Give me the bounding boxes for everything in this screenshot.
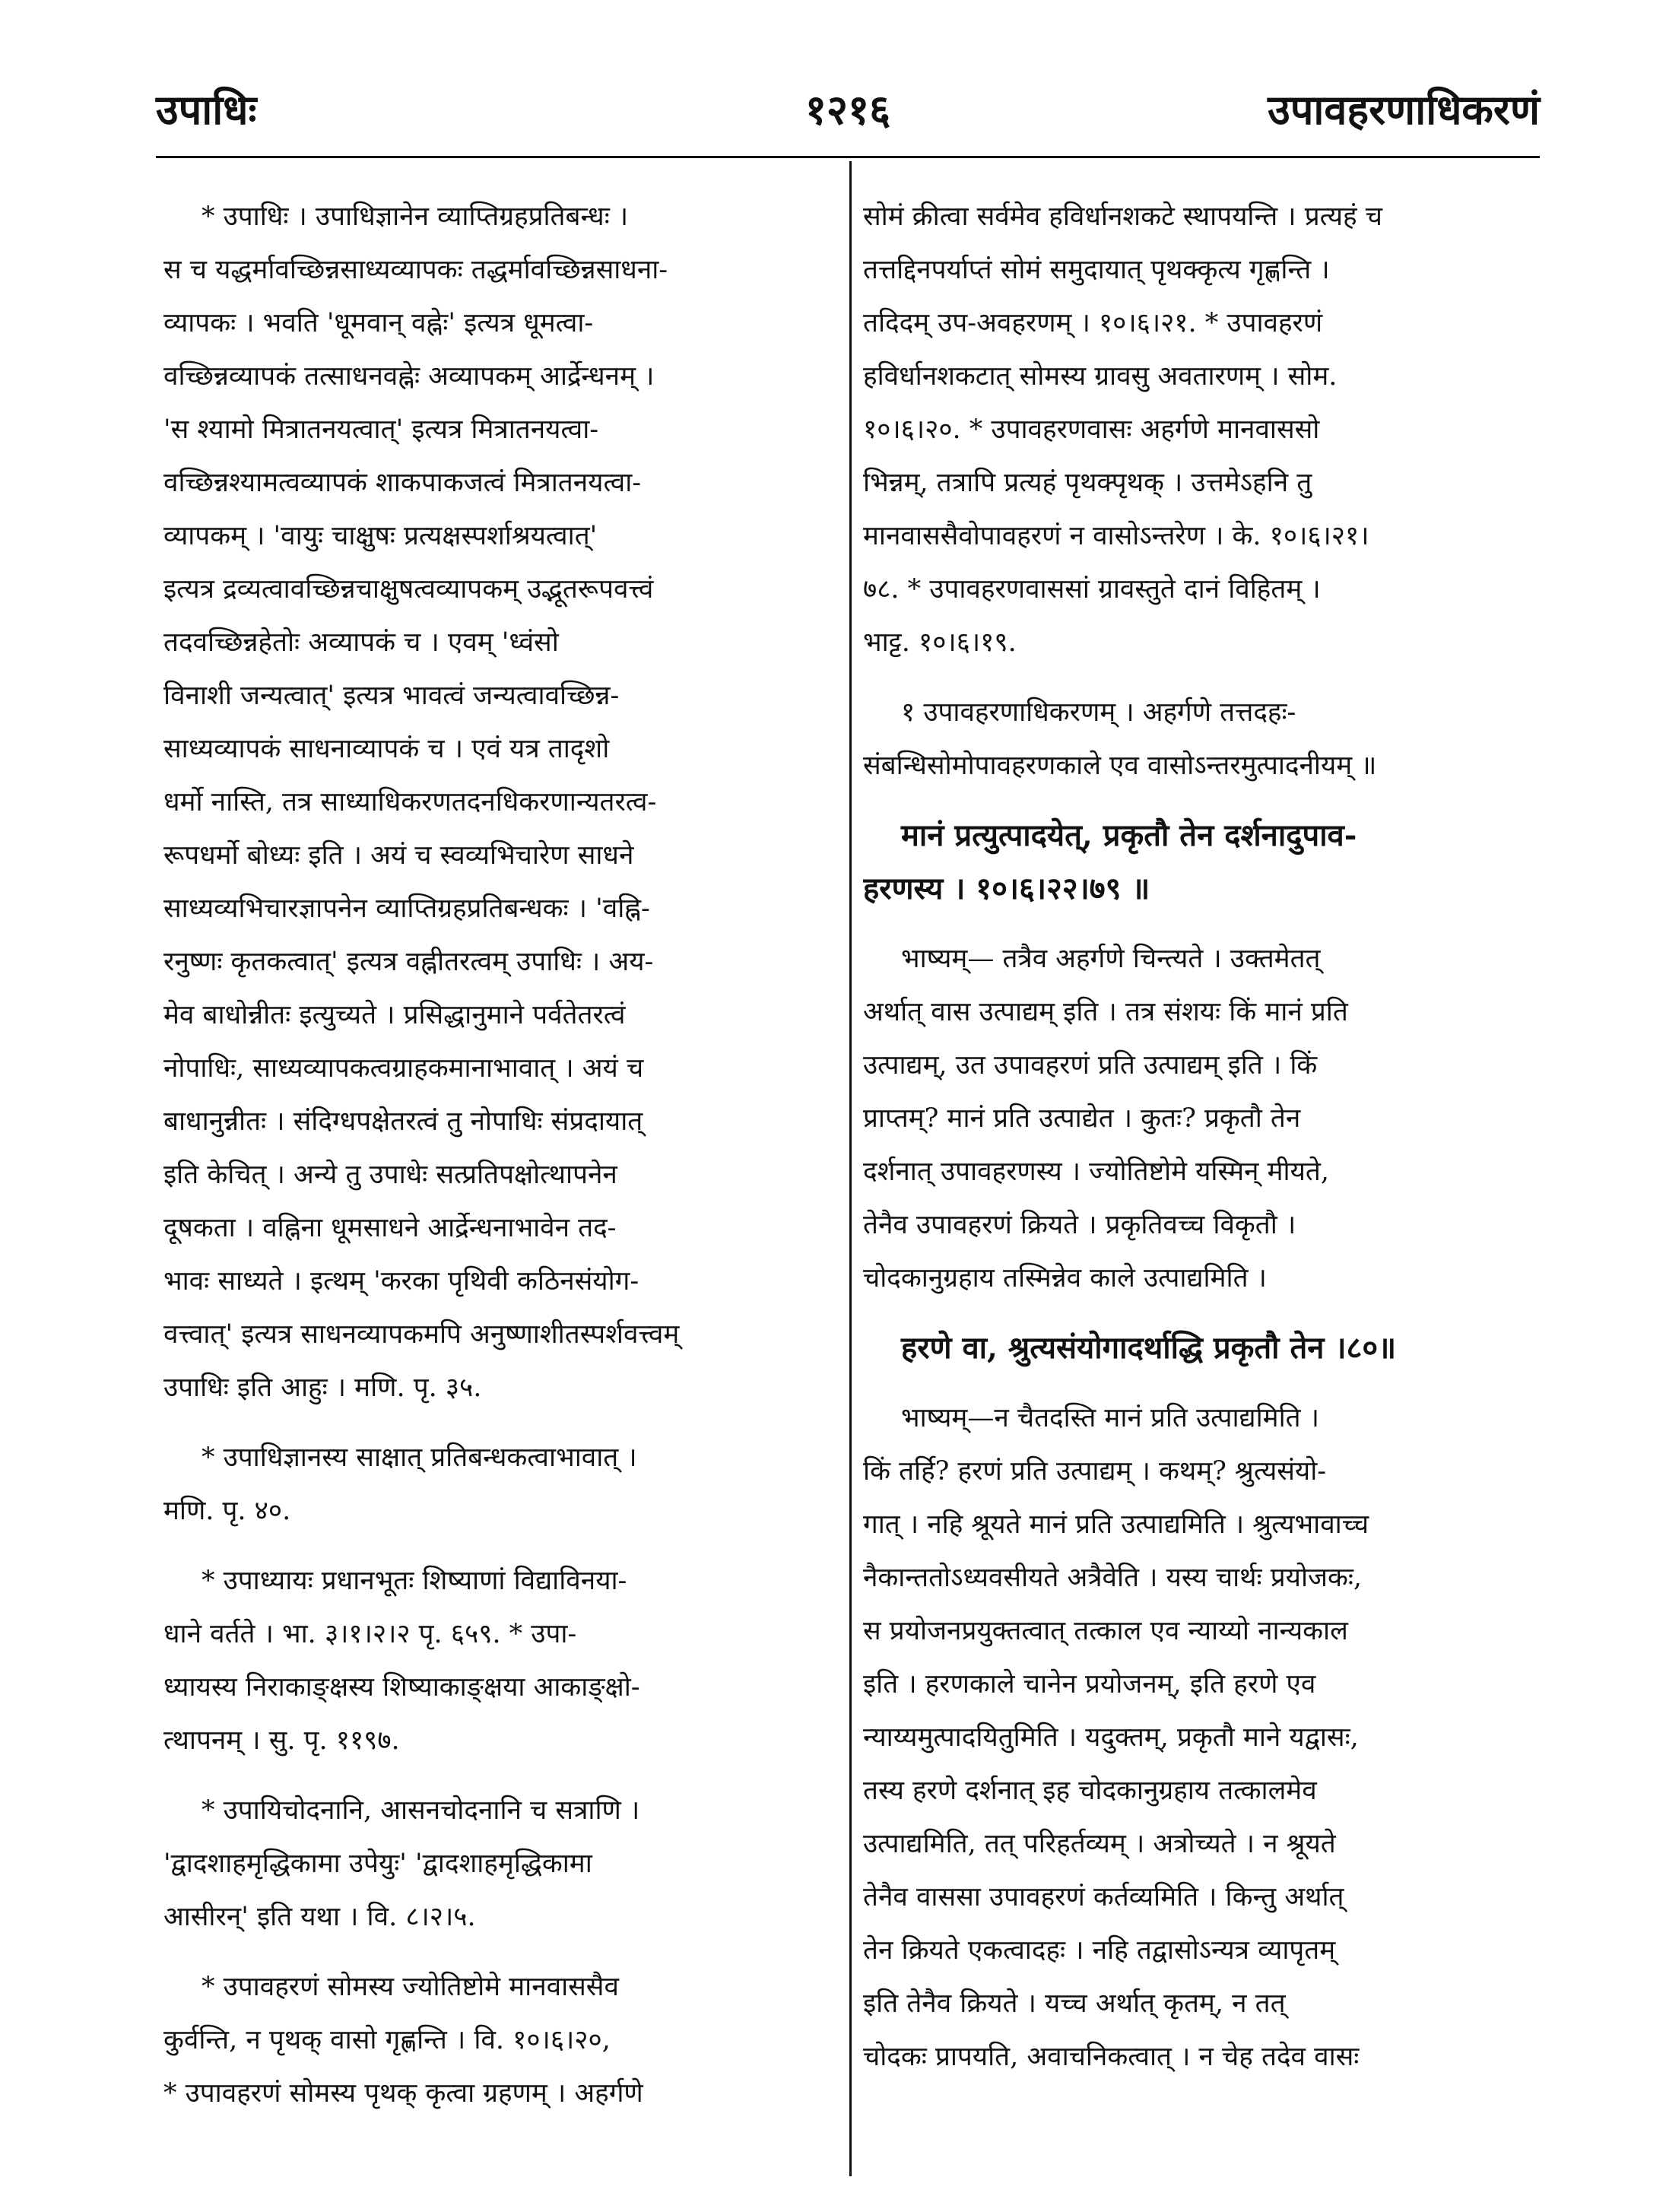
- text-line: दर्शनात् उपावहरणस्य । ज्योतिष्टोमे यस्मिन् मीयते,: [863, 1157, 1329, 1187]
- text-line: इति तेनैव क्रियते । यच्च अर्थात् कृतम्, न तत्: [863, 1988, 1286, 2019]
- text-line: * उपावहरणं सोमस्य पृथक् कृत्वा ग्रहणम् । अहर्गणे: [163, 2078, 643, 2109]
- text-line: तदवच्छिन्नहेतोः अव्यापकं च । एवम् 'ध्वंसो: [163, 627, 559, 658]
- text-line: [863, 2083, 1536, 2137]
- text-line: त्थापनम् । सु. पृ. ११९७.: [163, 1725, 400, 1756]
- page-header: [156, 76, 1540, 152]
- text-line: चोदकः प्रापयति, अवाचनिकत्वात् । न चेह तदेव वासः: [863, 2042, 1360, 2072]
- text-line: भिन्नम्, तत्रापि प्रत्यहं पृथक्पृथक् । उत्तमेऽहनि तु: [863, 468, 1312, 498]
- text-line: 'स श्यामो मित्रातनयत्वात्' इत्यत्र मित्रातनयत्वा-: [163, 414, 599, 445]
- text-line: हविर्धानशकटात् सोमस्य ग्रावसु अवतारणम् । सोम.: [863, 361, 1338, 392]
- text-line: 'द्वादशाहमृद्धिकामा उपेयुः' 'द्वादशाहमृद्धिकामा: [163, 1849, 592, 1879]
- text-line: सोमं क्रीत्वा सर्वमेव हविर्धानशकटे स्थापयन्ति । प्रत्यहं च: [863, 202, 1382, 232]
- sutra-line: हरणे वा, श्रुत्यसंयोगादर्थाद्धि प्रकृतौ तेन ।८०॥: [901, 1330, 1397, 1366]
- text-line: * उपावहरणं सोमस्य ज्योतिष्टोमे मानवाससैव: [202, 1972, 619, 2002]
- text-line: * उपाधिः । उपाधिज्ञानेन व्याप्तिग्रहप्रतिबन्धः ।: [202, 202, 629, 232]
- text-line: मानवाससैवोपावहरणं न वासोऽन्तरेण । के. १०।६।२१।: [863, 521, 1369, 551]
- text-line: ७८. * उपावहरणवाससां ग्रावस्तुते दानं विहितम् ।: [863, 574, 1321, 605]
- text-line: * उपाध्यायः प्रधानभूतः शिष्याणां विद्याविनया-: [202, 1566, 627, 1596]
- text-line: नैकान्ततोऽध्यवसीयते अत्रैवेति । यस्य चार्थः प्रयोजकः,: [863, 1563, 1363, 1593]
- page-number: १२१६: [804, 86, 891, 134]
- right-column: [863, 190, 1536, 2182]
- text-line: धर्मो नास्ति, तत्र साध्याधिकरणतदनधिकरणान्यतरत्व-: [163, 787, 657, 817]
- text-line: तेनैव वाससा उपावहरणं कर्तव्यमिति । किन्तु अर्थात्: [863, 1882, 1344, 1912]
- text-line: तस्य हरणे दर्शनात् इह चोदकानुग्रहाय तत्कालमेव: [863, 1776, 1317, 1806]
- text-line: व्यापकः । भवति 'धूमवान् वह्नेः' इत्यत्र धूमत्वा-: [163, 308, 594, 338]
- text-line: बाधानुन्नीतः । संदिग्धपक्षेतरत्वं तु नोपाधिः संप्रदायात्: [163, 1106, 643, 1137]
- column-divider: [849, 161, 852, 2176]
- text-line: १ उपावहरणाधिकरणम् । अहर्गणे तत्तदहः-: [901, 697, 1296, 728]
- text-line: स च यद्धर्मावच्छिन्नसाध्यव्यापकः तद्धर्मावच्छिन्नसाधना-: [163, 255, 668, 285]
- text-line: व्यापकम् । 'वायुः चाक्षुषः प्रत्यक्षस्पर्शाश्रयत्वात्': [163, 521, 598, 551]
- text-line: तत्तद्दिनपर्याप्तं सोमं समुदायात् पृथक्कृत्य गृह्णन्ति ।: [863, 255, 1330, 285]
- sutra-line: मानं प्रत्युत्पादयेत्, प्रकृतौ तेन दर्शनादुपाव-: [901, 817, 1357, 853]
- header-rule: [156, 156, 1540, 158]
- text-line: वत्त्वात्' इत्यत्र साधनव्यापकमपि अनुष्णाशीतस्पर्शवत्त्वम्: [163, 1319, 680, 1350]
- text-line: न्याय्यमुत्पादयितुमिति । यदुक्तम्, प्रकृतौ माने यद्वासः,: [863, 1722, 1359, 1753]
- text-line: गात् । नहि श्रूयते मानं प्रति उत्पाद्यमिति । श्रुत्यभावाच्च: [863, 1509, 1369, 1540]
- text-line: भाट्ट. १०।६।१९.: [863, 627, 1017, 658]
- text-line: संबन्धिसोमोपावहरणकाले एव वासोऽन्तरमुत्पादनीयम् ॥: [863, 751, 1377, 781]
- text-line: उपाधिः इति आहुः । मणि. पृ. ३५.: [163, 1373, 482, 1403]
- text-line: अर्थात् वास उत्पाद्यम् इति । तत्र संशयः किं मानं प्रति: [863, 997, 1348, 1027]
- text-line: भावः साध्यते । इत्थम् 'करका पृथिवी कठिनसंयोग-: [163, 1266, 639, 1296]
- text-line: इति केचित् । अन्ये तु उपाधेः सत्प्रतिपक्षोत्थापनेन: [163, 1160, 617, 1190]
- text-line: उत्पाद्यम्, उत उपावहरणं प्रति उत्पाद्यम् इति । किं: [863, 1050, 1318, 1081]
- text-line: विनाशी जन्यत्वात्' इत्यत्र भावत्वं जन्यत्वावच्छिन्न-: [163, 681, 620, 711]
- text-line: साध्यव्यापकं साधनाव्यापकं च । एवं यत्र तादृशो: [163, 734, 610, 764]
- text-line: तेनैव उपावहरणं क्रियते । प्रकृतिवच्च विकृतौ ।: [863, 1210, 1296, 1240]
- text-line: रूपधर्मो बोध्यः इति । अयं च स्वव्यभिचारेण साधने: [163, 840, 634, 871]
- left-column: [163, 190, 833, 2182]
- text-line: नोपाधिः, साध्यव्यापकत्वग्राहकमानाभावात् । अयं च: [163, 1053, 644, 1084]
- text-line: * उपायिचोदनानि, आसनचोदनानि च सत्राणि ।: [202, 1795, 640, 1826]
- text-line: १०।६।२०. * उपावहरणवासः अहर्गणे मानवाससो: [863, 414, 1320, 445]
- running-head-right: उपावहरणाधिकरणं: [1268, 86, 1540, 134]
- text-line: साध्यव्यभिचारज्ञापनेन व्याप्तिग्रहप्रतिबन्धकः । 'वह्नि-: [163, 893, 650, 924]
- text-line: दूषकता । वह्निना धूमसाधने आर्द्रेन्धनाभावेन तद-: [163, 1213, 617, 1243]
- text-line: इति । हरणकाले चानेन प्रयोजनम्, इति हरणे एव: [863, 1669, 1316, 1699]
- sutra-line: हरणस्य । १०।६।२२।७९ ॥: [863, 871, 1150, 906]
- text-line: आसीरन्' इति यथा । वि. ८।२।५.: [163, 1902, 476, 1932]
- running-head-left: उपाधिः: [156, 86, 257, 134]
- text-line: कुर्वन्ति, न पृथक् वासो गृह्णन्ति । वि. १०।६।२०,: [163, 2025, 611, 2055]
- text-line: रनुष्णः कृतकत्वात्' इत्यत्र वह्नीतरत्वम् उपाधिः । अय-: [163, 947, 654, 977]
- text-line: मेव बाधोन्नीतः इत्युच्यते । प्रसिद्धानुमाने पर्वतेतरत्वं: [163, 1000, 626, 1030]
- text-line: ध्यायस्य निराकाङ्क्षस्य शिष्याकाङ्क्षया आकाङ्क्षो-: [163, 1672, 640, 1703]
- text-line: * उपाधिज्ञानस्य साक्षात् प्रतिबन्धकत्वाभावात् ।: [202, 1442, 637, 1473]
- text-line: स प्रयोजनप्रयुक्तत्वात् तत्काल एव न्याय्यो नान्यकाल: [863, 1616, 1348, 1646]
- text-line: किं तर्हि? हरणं प्रति उत्पाद्यम् । कथम्? श्रुत्यसंयो-: [863, 1456, 1327, 1487]
- text-line: वच्छिन्नव्यापकं तत्साधनवह्नेः अव्यापकम् आर्द्रेन्धनम् ।: [163, 361, 655, 392]
- text-line: तदिदम् उप-अवहरणम् । १०।६।२१. * उपावहरणं: [863, 308, 1323, 338]
- text-line: वच्छिन्नश्यामत्वव्यापकं शाकपाकजत्वं मित्रातनयत्वा-: [163, 468, 642, 498]
- text-line: भाष्यम्— तत्रैव अहर्गणे चिन्त्यते । उक्तमेतत्: [901, 944, 1321, 974]
- text-line: चोदकानुग्रहाय तस्मिन्नेव काले उत्पाद्यमिति ।: [863, 1263, 1267, 1293]
- text-line: इत्यत्र द्रव्यत्वावच्छिन्नचाक्षुषत्वव्यापकम् उद्भूतरूपवत्त्वं: [163, 574, 654, 605]
- text-line: तेन क्रियते एकत्वादहः । नहि तद्वासोऽन्यत्र व्यापृतम्: [863, 1935, 1336, 1966]
- text-line: भाष्यम्—न चैतदस्ति मानं प्रति उत्पाद्यमिति ।: [901, 1403, 1319, 1433]
- text-line: प्राप्तम्? मानं प्रति उत्पाद्येत । कुतः? प्रकृतौ तेन: [863, 1103, 1301, 1134]
- text-line: धाने वर्तते । भा. ३।१।२।२ पृ. ६५९. * उपा-: [163, 1619, 577, 1649]
- text-line: उत्पाद्यमिति, तत् परिहर्तव्यम् । अत्रोच्यते । न श्रूयते: [863, 1829, 1336, 1859]
- text-line: मणि. पृ. ४०.: [163, 1496, 291, 1526]
